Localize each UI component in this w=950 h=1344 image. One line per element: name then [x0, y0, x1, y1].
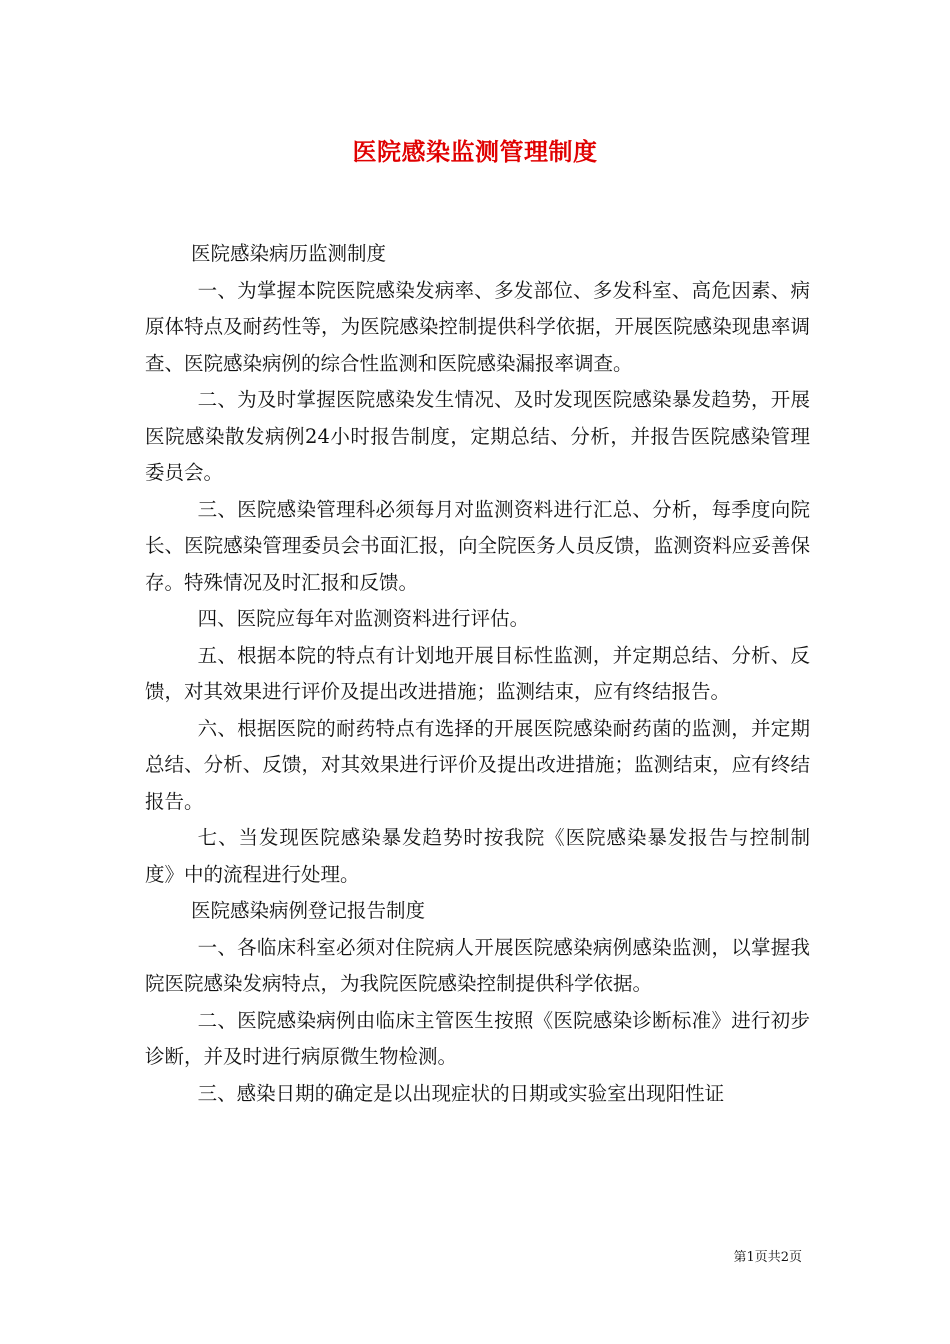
paragraph: 二、医院感染病例由临床主管医生按照《医院感染诊断标准》进行初步诊断，并及时进行病原微生物检测。	[145, 1008, 810, 1068]
section-heading: 医院感染病历监测制度	[191, 242, 387, 265]
paragraph: 三、医院感染管理科必须每月对监测资料进行汇总、分析，每季度向院长、医院感染管理委员会书面汇报，向全院医务人员反馈，监测资料应妥善保存。特殊情况及时汇报和反馈。	[145, 497, 810, 594]
page-number: 第1页共2页	[733, 1250, 802, 1265]
paragraph: 六、根据医院的耐药特点有选择的开展医院感染耐药菌的监测，并定期总结、分析、反馈，对其效果进行评价及提出改进措施；监测结束，应有终结报告。	[145, 716, 810, 813]
paragraph: 五、根据本院的特点有计划地开展目标性监测，并定期总结、分析、反馈，对其效果进行评价及提出改进措施；监测结束，应有终结报告。	[145, 643, 810, 703]
document-body	[145, 236, 810, 1112]
paragraph: 一、为掌握本院医院感染发病率、多发部位、多发科室、高危因素、病原体特点及耐药性等，为医院感染控制提供科学依据，开展医院感染现患率调查、医院感染病例的综合性监测和医院感染漏报率调查。	[145, 278, 810, 375]
document-title: 医院感染监测管理制度	[352, 137, 598, 166]
paragraph: 三、感染日期的确定是以出现症状的日期或实验室出现阳性证	[197, 1081, 725, 1105]
paragraph: 七、当发现医院感染暴发趋势时按我院《医院感染暴发报告与控制制度》中的流程进行处理。	[145, 826, 810, 886]
paragraph: 二、为及时掌握医院感染发生情况、及时发现医院感染暴发趋势，开展医院感染散发病例24小时报告制度，定期总结、分析，并报告医院感染管理委员会。	[145, 388, 810, 484]
section-heading: 医院感染病例登记报告制度	[191, 899, 426, 922]
paragraph: 四、医院应每年对监测资料进行评估。	[197, 607, 530, 630]
paragraph: 一、各临床科室必须对住院病人开展医院感染病例感染监测，以掌握我院医院感染发病特点，为我院医院感染控制提供科学依据。	[145, 935, 810, 995]
